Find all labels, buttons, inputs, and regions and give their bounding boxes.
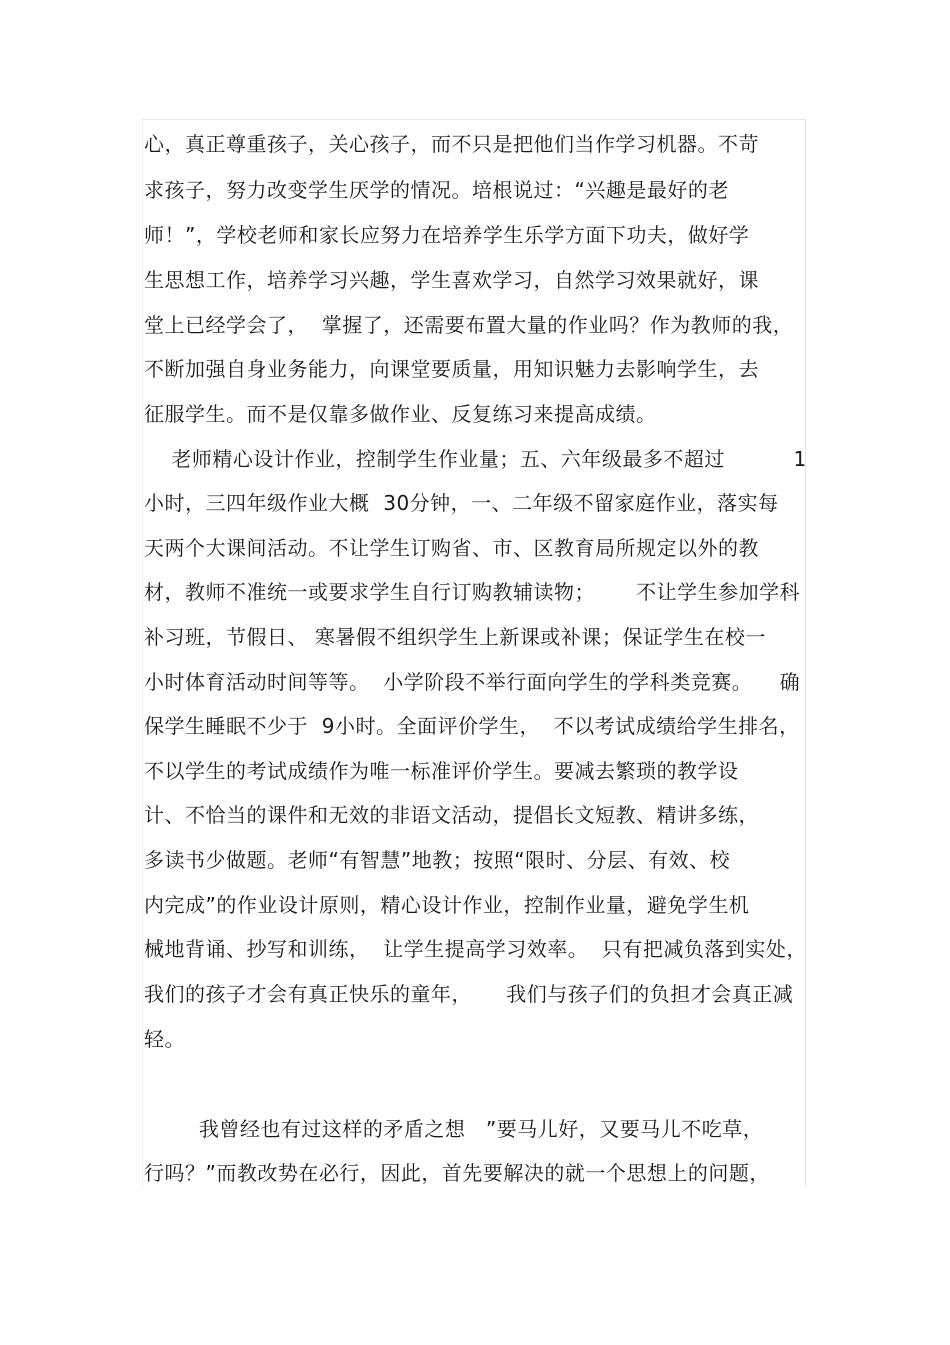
text-line: 天两个大课间活动。不让学生订购省、市、区教育局所规定以外的教 (144, 536, 759, 560)
text-line: 我曾经也有过这样的矛盾之想 ”要马儿好，又要马儿不吃草， (144, 1117, 764, 1141)
text-line: 求孩子，努力改变学生厌学的情况。培根说过：“兴趣是最好的老 (144, 178, 729, 202)
text-line: 小时，三四年级作业大概 30分钟，一、二年级不留家庭作业，落实每 (144, 491, 779, 515)
text-line: 心，真正尊重孩子，关心孩子，而不只是把他们当作学习机器。不苛 (144, 132, 759, 156)
text-line: 多读书少做题。老师“有智慧”地教；按照“限时、分层、有效、校 (144, 848, 731, 872)
text-line: 不断加强自身业务能力，向课堂要质量，用知识魅力去影响学生，去 (144, 357, 759, 381)
text-line: 堂上已经学会了， 掌握了，还需要布置大量的作业吗？作为教师的我， (144, 313, 794, 337)
text-line: 我们的孩子才会有真正快乐的童年， 我们与孩子们的负担才会真正减 (144, 982, 794, 1006)
text-line: 保学生睡眠不少于 9小时。全面评价学生， 不以考试成绩给学生排名， (144, 714, 800, 738)
text-line: 征服学生。而不是仅靠多做作业、反复练习来提高成绩。 (144, 402, 657, 426)
text-line: 老师精心设计作业，控制学生作业量；五、六年级最多不超过 1 (144, 447, 807, 471)
text-line: 师！”，学校老师和家长应努力在培养学生乐学方面下功夫，做好学 (144, 223, 750, 247)
text-line: 生思想工作，培养学习兴趣，学生喜欢学习，自然学习效果就好，课 (144, 268, 759, 292)
text-line: 不以学生的考试成绩作为唯一标准评价学生。要减去繁琐的教学设 (144, 759, 739, 783)
text-line: 械地背诵、抄写和训练， 让学生提高学习效率。 只有把减负落到实处， (144, 937, 807, 961)
text-line: 内完成”的作业设计原则，精心设计作业，控制作业量，避免学生机 (144, 893, 750, 917)
text-line: 轻。 (144, 1027, 185, 1051)
text-line: 小时体育活动时间等等。 小学阶段不举行面向学生的学科类竞赛。 确 (144, 670, 801, 694)
text-line: 行吗？”而教改势在必行，因此，首先要解决的就一个思想上的问题， (144, 1161, 770, 1185)
text-line: 材，教师不准统一或要求学生自行订购教辅读物； 不让学生参加学科 (144, 580, 801, 604)
text-line: 补习班，节假日、 寒暑假不组织学生上新课或补课；保证学生在校一 (144, 625, 766, 649)
text-line: 计、不恰当的课件和无效的非语文活动，提倡长文短教、精讲多练， (144, 803, 759, 827)
